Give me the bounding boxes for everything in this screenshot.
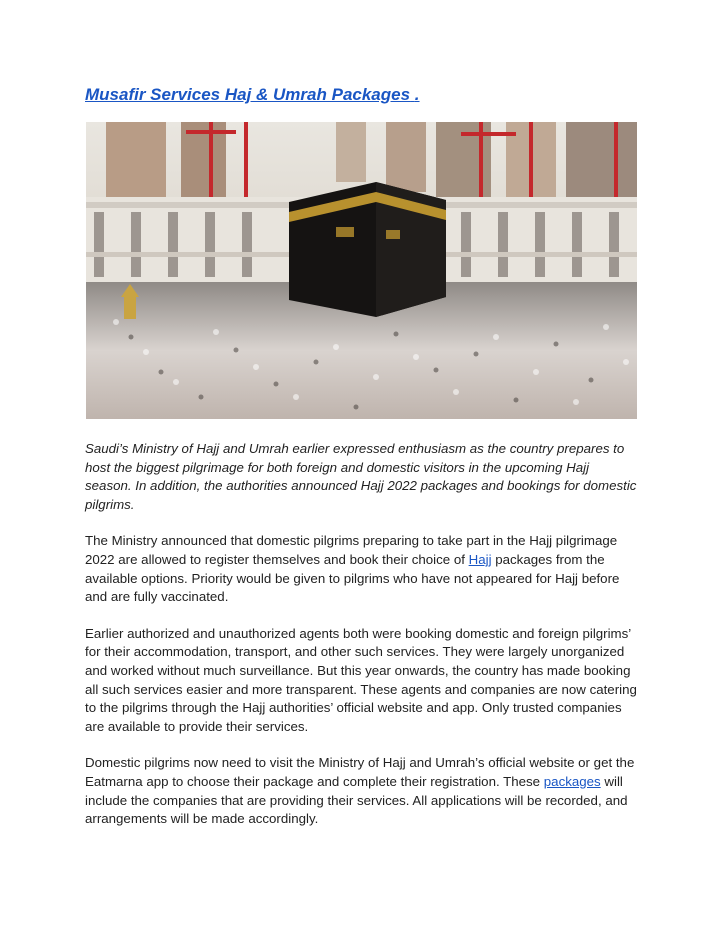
agents-paragraph: Earlier authorized and unauthorized agents both were booking domestic and foreign pilgrims’ for their accommodation, transport, and other such services. They were largely unorganized and worked without much surveillance. But this year onwards, the country has made booking all such services easier and more transparent. These agents and companies are now catering to the pilgrims through the Hajj authorities’ official website and app. Only trusted companies are available to provide their services.	[85, 625, 637, 734]
article-body	[85, 440, 637, 847]
page-title[interactable]: Musafir Services Haj & Umrah Packages .	[85, 85, 420, 104]
kaaba-crowd-photo	[86, 122, 637, 419]
intro-paragraph: Saudi’s Ministry of Hajj and Umrah earlier expressed enthusiasm as the country prepares to host the biggest pilgrimage for both foreign and domestic visitors in the upcoming Hajj season. In addition, the authorities announced Hajj 2022 packages and bookings for domestic pilgrims.	[85, 441, 637, 512]
registration-paragraph: The Ministry announced that domestic pilgrims preparing to take part in the Hajj pilgrimage 2022 are allowed to register themselves and book their choice of Hajj packages from the available options. Priority would be given to pilgrims who have not appeared for Hajj before and are fully vaccinated.	[85, 533, 620, 605]
packages-link[interactable]: packages	[543, 773, 601, 789]
hajj-link[interactable]: Hajj	[468, 551, 492, 567]
eatmarna-paragraph: Domestic pilgrims now need to visit the Ministry of Hajj and Umrah’s official website or get the Eatmarna app to choose their package and complete their registration. These packages will include the companies that are providing their services. All applications will be recorded, and arrangements will be made accordingly.	[85, 755, 635, 827]
